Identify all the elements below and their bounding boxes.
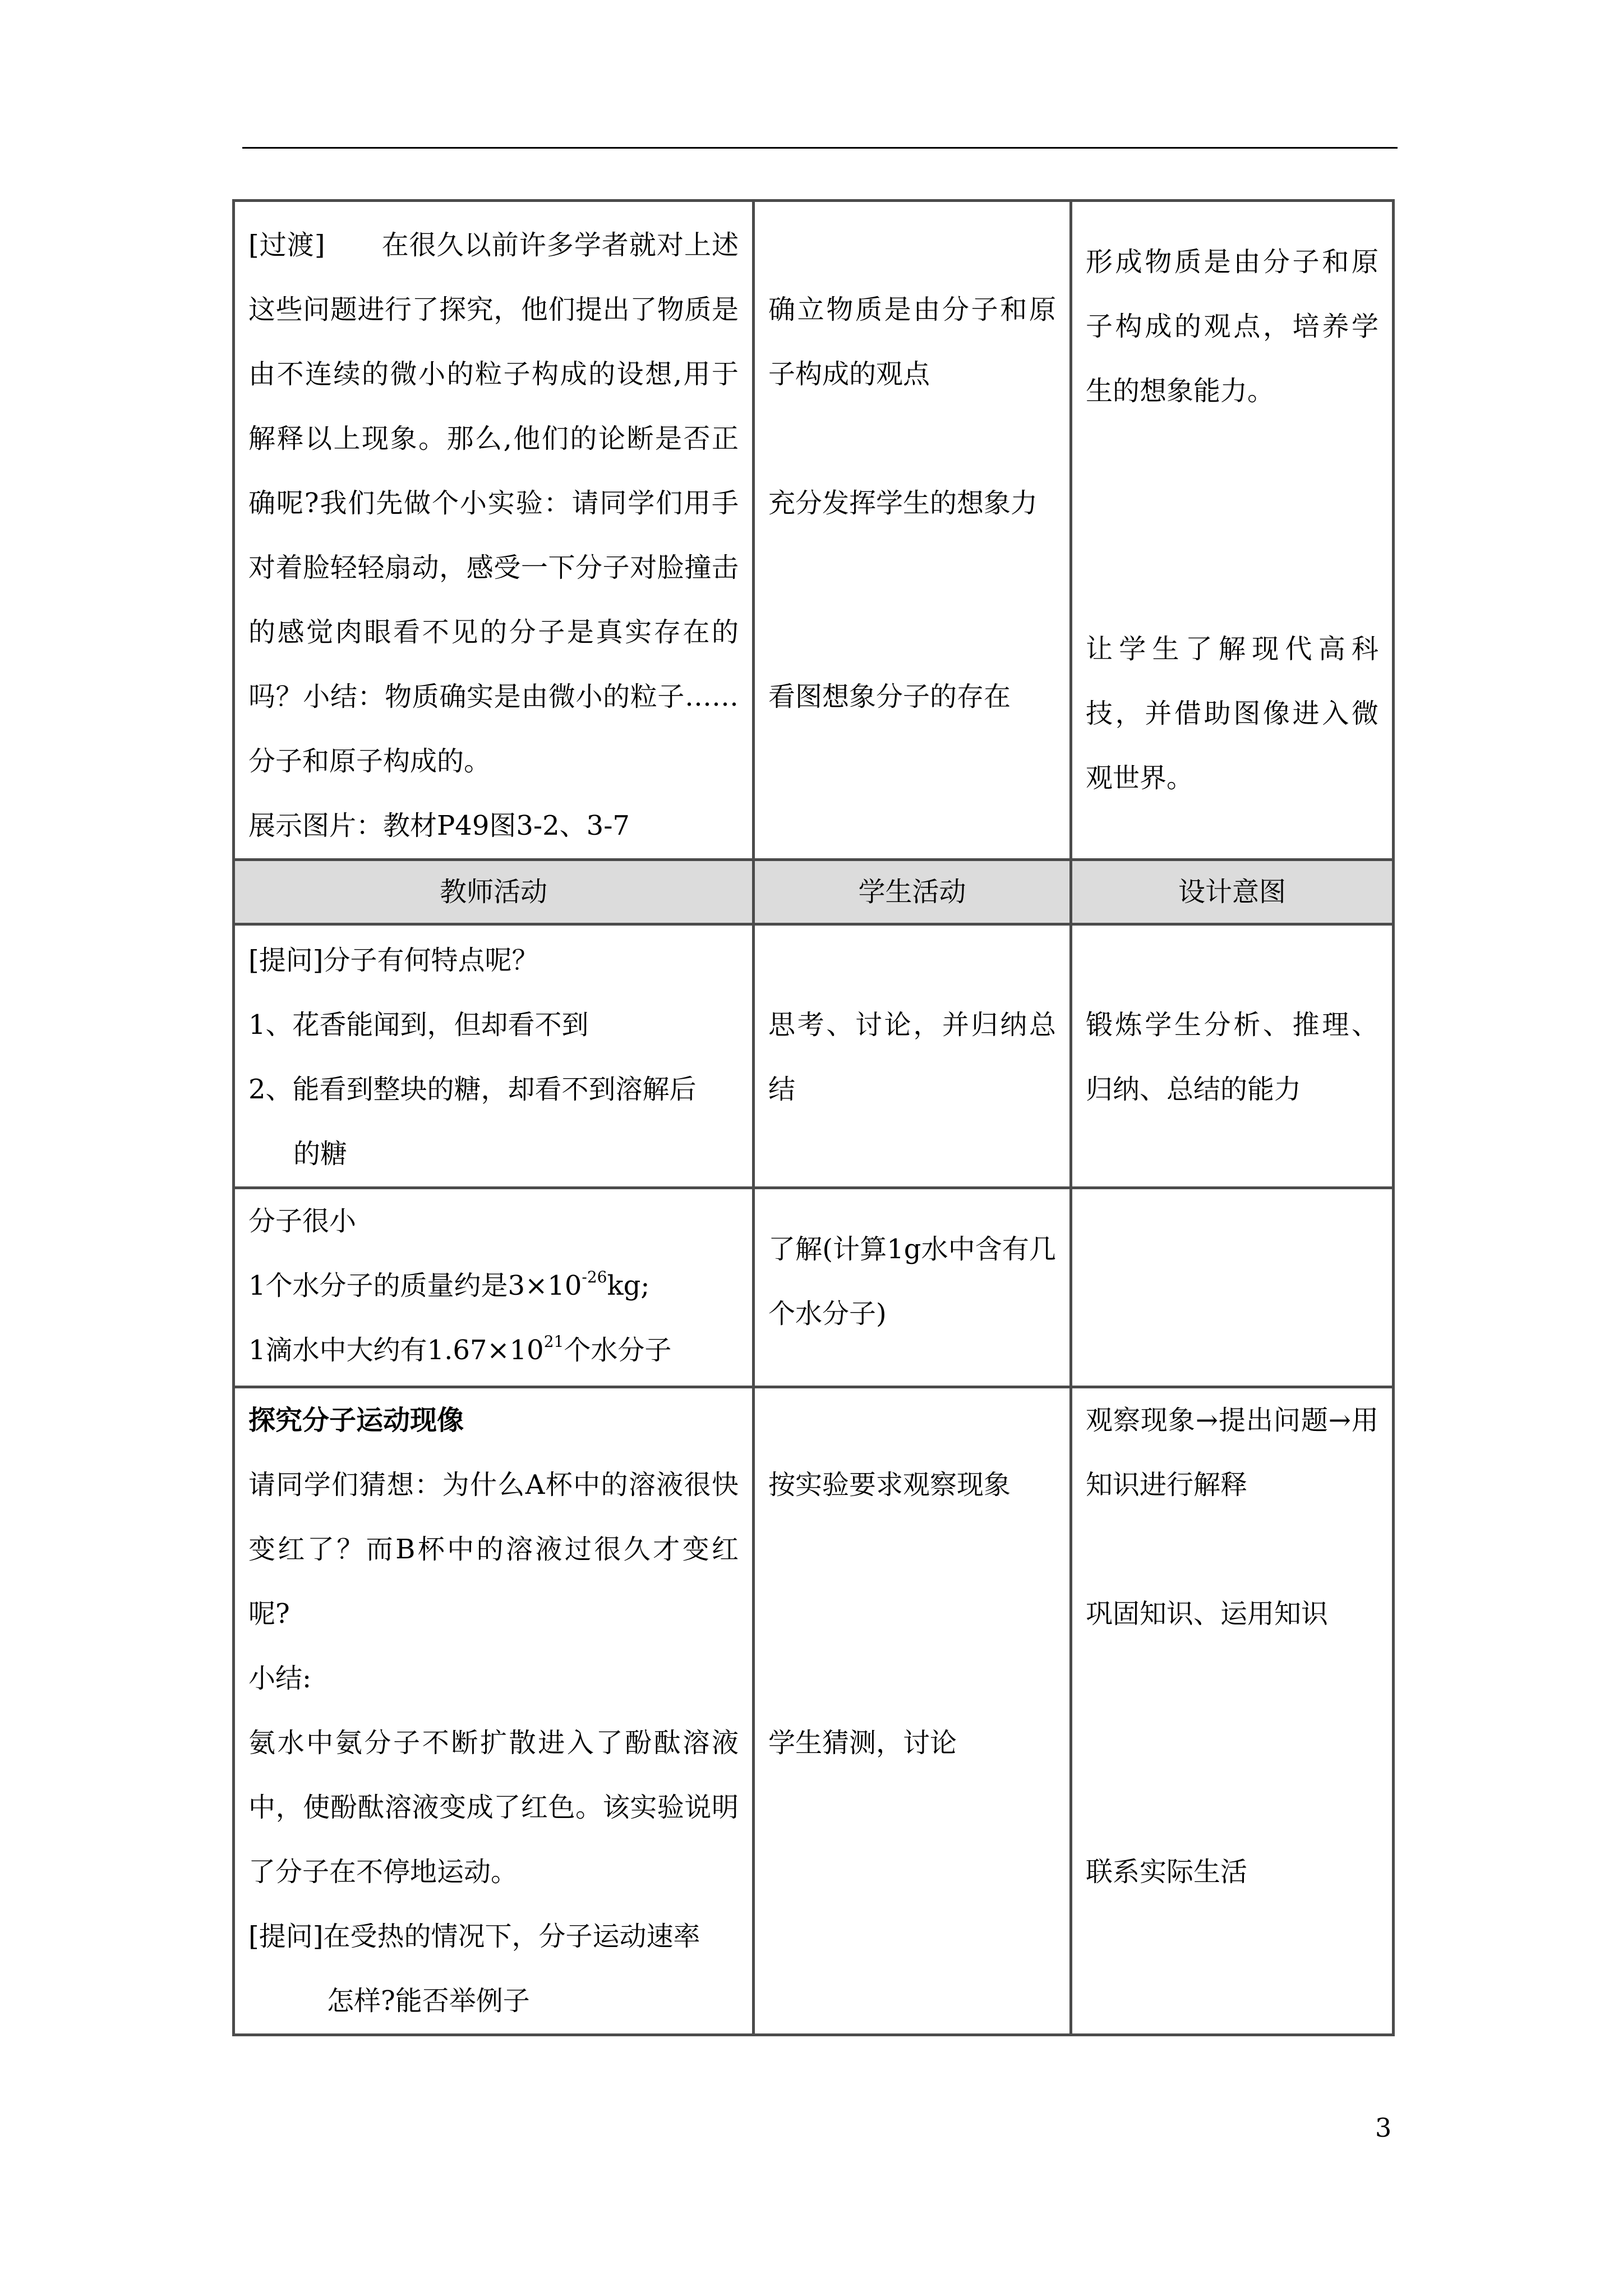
header-rule — [242, 147, 1398, 149]
header-design-purpose: 设计意图 — [1071, 860, 1394, 924]
teacher-cell-motion — [234, 1387, 754, 2035]
student-text-calculate: 了解(计算1g水中含有几个水分子) — [768, 1234, 1056, 1329]
features-question: [提问]分子有何特点呢？ — [248, 945, 539, 976]
student-text-imagine: 充分发挥学生的想象力 — [768, 487, 1038, 519]
student-text-discuss: 思考、讨论，并归纳总结 — [768, 1009, 1056, 1105]
purpose-text-real-life: 联系实际生活 — [1086, 1856, 1248, 1888]
table-header-row — [234, 860, 1394, 924]
student-text-picture: 看图想象分子的存在 — [768, 681, 1011, 712]
motion-question: [提问]在受热的情况下，分子运动速率 — [248, 1921, 700, 1952]
header-student-activity: 学生活动 — [754, 860, 1071, 924]
features-item-2-cont: 的糖 — [293, 1138, 348, 1170]
transition-label: [过渡] — [248, 229, 325, 261]
motion-summary-label: 小结: — [248, 1663, 312, 1694]
student-text-guess: 学生猜测，讨论 — [768, 1727, 957, 1759]
table-row-small — [234, 1188, 1394, 1387]
motion-summary: 氨水中氨分子不断扩散进入了酚酞溶液中，使酚酞溶液变成了红色。该实验说明了分子在不停地运动。 — [248, 1727, 739, 1888]
table-row-features — [234, 924, 1394, 1188]
purpose-text-form-view: 形成物质是由分子和原子构成的观点，培养学生的想象能力。 — [1086, 246, 1378, 407]
small-title: 分子很小 — [248, 1205, 357, 1237]
teacher-cell-small — [234, 1188, 754, 1387]
student-text-establish: 确立物质是由分子和原子构成的观点 — [768, 294, 1056, 390]
purpose-cell-small — [1071, 1188, 1394, 1387]
motion-title: 探究分子运动现像 — [248, 1405, 464, 1436]
purpose-text-consolidate: 巩固知识、运用知识 — [1086, 1598, 1329, 1630]
lesson-plan-table — [232, 199, 1395, 2036]
student-cell-transition — [754, 201, 1071, 860]
teacher-cell-features — [234, 924, 754, 1188]
water-molecule-mass: 1个水分子的质量约是$3\times 10^{-26}kg$; — [248, 1268, 650, 1301]
table-row-transition — [234, 201, 1394, 860]
purpose-text-analysis: 锻炼学生分析、推理、归纳、总结的能力 — [1086, 1009, 1378, 1105]
table-row-motion — [234, 1387, 1394, 2035]
purpose-text-observe: 观察现象→提出问题→用知识进行解释 — [1086, 1405, 1378, 1501]
purpose-cell-features — [1071, 924, 1394, 1188]
transition-text: 在很久以前许多学者就对上述这些问题进行了探究，他们提出了物质是由不连续的微小的粒子构成的设想,用于解释以上现象。那么,他们的论断是否正确呢?我们先做个小实验：请同学们用手对着脸轻轻扇动，感受一下分子对脸撞击的感觉肉眼看不见的分子是真实存在的吗？小结：物质确实是由微小的粒子……分子和原子构成的。 — [248, 229, 739, 777]
teacher-cell-transition — [234, 201, 754, 860]
student-text-observe: 按实验要求观察现象 — [768, 1469, 1011, 1501]
motion-guess: 请同学们猜想：为什么A杯中的溶液很快变红了？而B杯中的溶液过很久才变红呢? — [248, 1469, 739, 1630]
motion-question-cont: 怎样?能否举例子 — [327, 1985, 530, 2017]
header-teacher-activity: 教师活动 — [234, 860, 754, 924]
student-cell-small — [754, 1188, 1071, 1387]
water-drop-count: 1滴水中大约有$1.67\times 10^{21}$个水分子 — [248, 1332, 672, 1366]
student-cell-features — [754, 924, 1071, 1188]
purpose-text-hightech: 让学生了解现代高科技，并借助图像进入微观世界。 — [1086, 633, 1378, 794]
features-item-2: 2、能看到整块的糖，却看不到溶解后 — [248, 1074, 697, 1105]
purpose-cell-motion — [1071, 1387, 1394, 2035]
page-number: 3 — [1375, 2113, 1392, 2143]
features-item-1: 1、花香能闻到，但却看不到 — [248, 1009, 589, 1041]
show-images-text: 展示图片：教材P49图3-2、3-7 — [248, 810, 630, 841]
student-cell-motion — [754, 1387, 1071, 2035]
purpose-cell-transition — [1071, 201, 1394, 860]
